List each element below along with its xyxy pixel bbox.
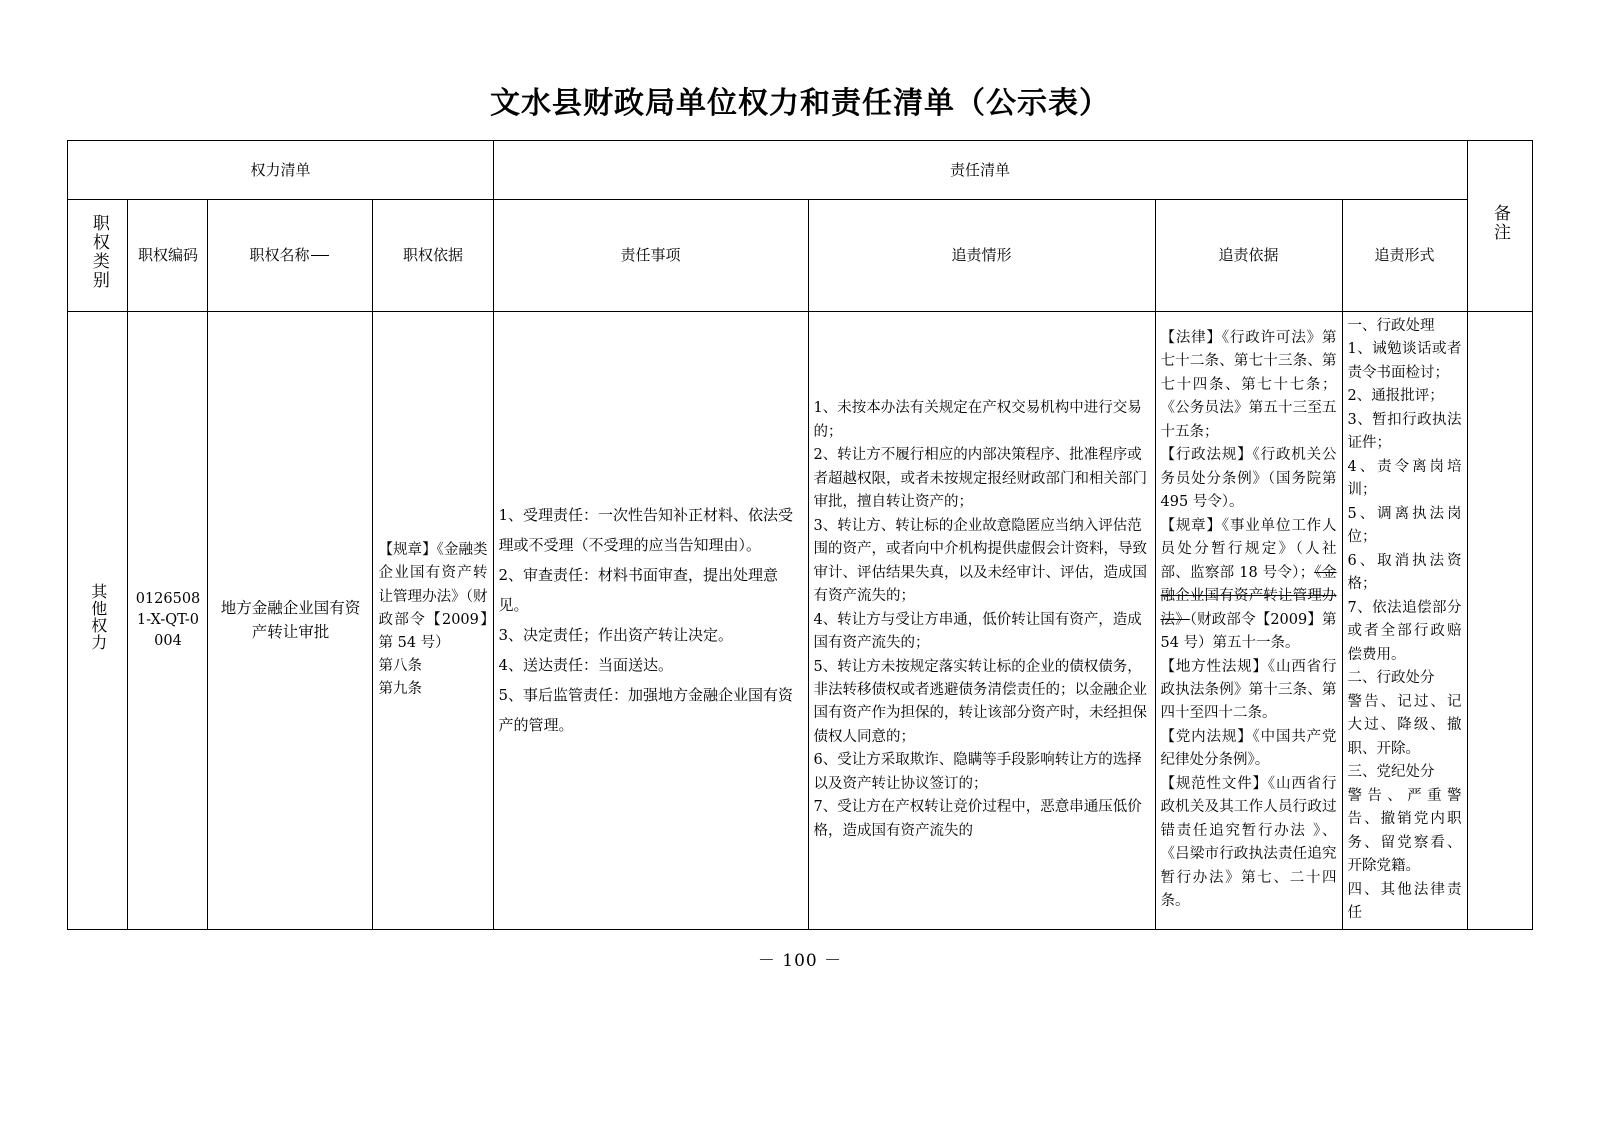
text-line: 1、诫勉谈话或者责令书面检讨； <box>1347 341 1462 381</box>
power-code-value: 01265081-X-QT-0004 <box>135 590 201 649</box>
text-line: 6、受让方采取欺诈、隐瞒等手段影响转让方的选择以及资产转让协议签订的； <box>813 752 1142 792</box>
column-header-code <box>128 200 208 312</box>
text-line: 警告、严重警告、撤销党内职务、留党察看、开除党籍。 <box>1347 787 1462 875</box>
column-header-name-label: 职权名称 <box>249 246 310 265</box>
table-group-header-row <box>68 141 1532 200</box>
cell-power-type <box>68 312 128 930</box>
text-line: 【规范性文件】《山西省行政机关及其工作人员行政过错责任追究暂行办法 》、《吕梁市行政执法责任追究暂行办法》第七、二十四条。 <box>1160 775 1337 910</box>
column-header-legal-label: 追责依据 <box>1218 246 1279 265</box>
text-line: 【地方性法规】《山西省行政执法条例》第十三条、第四十至四十二条。 <box>1160 658 1337 722</box>
text-line: 2、通报批评； <box>1347 388 1444 405</box>
cell-power-code <box>128 312 208 930</box>
cell-remark <box>1467 312 1532 930</box>
text-line: 第九条 <box>378 681 422 698</box>
text-line: 【规章】《事业单位工作人员处分暂行规定》（人社部、监察部 18 号令）；《金融企业国有资产转让管理办法》（财政部令【2009】第 54 号）第五十一条。 <box>1160 517 1337 652</box>
text-line: 四、其他法律责任 <box>1347 881 1462 922</box>
text-line: 3、转让方、转让标的企业故意隐匿应当纳入评估范围的资产，或者向中介机构提供虚假会计资料，导致审计、评估结果失真，以及未经审计、评估，造成国有资产流失的； <box>813 517 1147 605</box>
cell-duty-items <box>493 312 808 930</box>
text-line: 5、调离执法岗位； <box>1347 505 1462 546</box>
cell-power-name <box>208 312 373 930</box>
struck-through-text: 《金融企业国有资产转让管理办法》 <box>1160 564 1337 628</box>
text-line: 1、受理责任：一次性告知补正材料、依法受理或不受理（不受理的应当告知理由）。 <box>498 506 794 555</box>
text-line: 7、依法追偿部分或者全部行政赔偿费用。 <box>1347 599 1462 663</box>
cell-accountability-form <box>1342 312 1467 930</box>
text-line: 5、转让方未按规定落实转让标的企业的债权债务，非法转移债权或者逃避债务清偿责任的；以金融企业国有资产作为担保的，转让该部分资产时，未经担保债权人同意的； <box>813 658 1147 745</box>
group-header-power-list: 权力清单 <box>68 141 493 200</box>
column-header-duty-label: 责任事项 <box>620 246 681 265</box>
column-header-basis-label: 职权依据 <box>402 246 463 265</box>
column-header-case-label: 追责情形 <box>951 246 1012 265</box>
text-line: 2、转让方不履行相应的内部决策程序、批准程序或者超越权限，或者未按规定报经财政部门和相关部门审批，擅自转让资产的； <box>813 447 1147 511</box>
column-header-basis <box>373 200 493 312</box>
column-header-form <box>1342 200 1467 312</box>
column-header-duty <box>493 200 808 312</box>
text-line: 第八条 <box>378 658 422 675</box>
text-line: 4、送达责任：当面送达。 <box>498 656 674 675</box>
text-line: 1、未按本办法有关规定在产权交易机构中进行交易的； <box>813 400 1142 440</box>
text-line: 【行政法规】《行政机关公务员处分条例》（国务院第 495 号令）。 <box>1160 447 1337 511</box>
text-line: 【规章】《金融类企业国有资产转让管理办法》（财政部令【2009】第 54 号） <box>378 542 488 651</box>
column-header-form-label: 追责形式 <box>1374 246 1435 265</box>
text-line: 4、转让方与受让方串通，低价转让国有资产，造成国有资产流失的； <box>813 611 1142 652</box>
column-header-name <box>208 200 373 312</box>
column-header-remark-label: 备注 <box>1490 203 1511 242</box>
text-line: 【党内法规】《中国共产党纪律处分条例》。 <box>1160 728 1337 769</box>
page-title: 文水县财政局单位权力和责任清单（公示表） <box>490 86 1110 121</box>
accountability-cases-value <box>814 397 1150 843</box>
power-basis-value <box>378 539 487 701</box>
text-line: 3、决定责任；作出资产转让决定。 <box>498 626 734 645</box>
header-divider-dash-icon <box>311 255 329 256</box>
column-header-type-label: 职权类别 <box>88 214 109 291</box>
cell-accountability-legal-basis <box>1155 312 1342 930</box>
power-responsibility-table <box>67 140 1532 930</box>
group-header-responsibility-list: 责任清单 <box>493 141 1467 200</box>
column-header-remark <box>1467 141 1532 312</box>
text-line: 三、党纪处分 <box>1347 764 1435 781</box>
text-line: 7、受让方在产权转让竞价过程中，恶意串通压低价格，造成国有资产流失的 <box>813 799 1142 839</box>
text-line: 6、取消执法资格； <box>1347 552 1462 593</box>
column-header-legal <box>1155 200 1342 312</box>
text-line: 一、行政处理 <box>1347 318 1435 334</box>
text-line: 4、责令离岗培训； <box>1347 458 1462 499</box>
page-number: － 100 － <box>757 950 843 971</box>
cell-power-basis <box>373 312 493 930</box>
text-line: 2、审查责任：材料书面审查，提出处理意见。 <box>498 566 779 615</box>
text-line: 二、行政处分 <box>1347 670 1435 687</box>
accountability-legal-basis-value <box>1161 327 1337 914</box>
power-type-label: 其他权力 <box>88 583 108 652</box>
accountability-form-value <box>1348 315 1462 926</box>
table-column-header-row <box>68 200 1532 312</box>
text-line: 【法律】《行政许可法》第七十二条、第七十三条、第七十四条、第七十七条；《公务员法》第五十三至五十五条； <box>1160 329 1337 440</box>
column-header-type <box>68 200 128 312</box>
table-row <box>68 312 1532 930</box>
text-line: 3、暂扣行政执法证件； <box>1347 411 1462 452</box>
power-name-value: 地方金融企业国有资产转让审批 <box>220 599 361 642</box>
duty-items-value <box>499 500 803 740</box>
cell-accountability-cases <box>808 312 1155 930</box>
text-line: 警告、记过、记大过、降级、撤职、开除。 <box>1347 693 1462 757</box>
column-header-code-label: 职权编码 <box>137 246 198 265</box>
text-line: 5、事后监管责任：加强地方金融企业国有资产的管理。 <box>498 686 794 735</box>
column-header-case <box>808 200 1155 312</box>
